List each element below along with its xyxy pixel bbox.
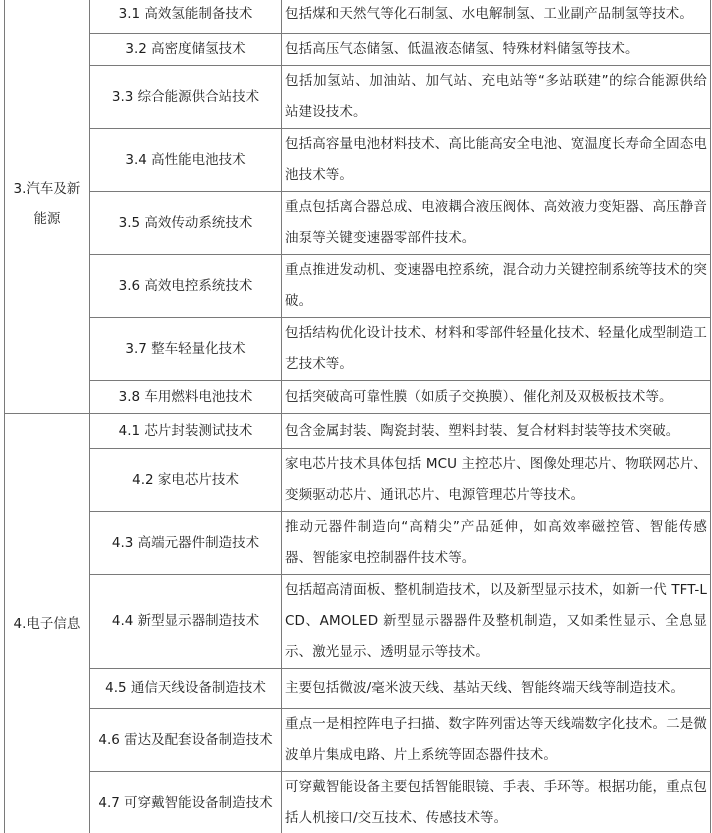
table-row <box>5 449 711 512</box>
table-row <box>5 381 711 414</box>
table-row <box>5 414 711 449</box>
description-cell: 主要包括微波/毫米波天线、基站天线、智能终端天线等制造技术。 <box>282 669 711 709</box>
subitem-cell: 3.7 整车轻量化技术 <box>90 318 282 381</box>
subitem-cell: 4.7 可穿戴智能设备制造技术 <box>90 772 282 833</box>
description-cell: 可穿戴智能设备主要包括智能眼镜、手表、手环等。根据功能，重点包括人机接口/交互技术、传感技术等。 <box>282 772 711 833</box>
table-row <box>5 255 711 318</box>
subitem-cell: 3.3 综合能源供合站技术 <box>90 66 282 129</box>
category-cell-electronics: 4.电子信息 <box>5 414 90 833</box>
table-row <box>5 129 711 192</box>
subitem-cell: 3.8 车用燃料电池技术 <box>90 381 282 414</box>
description-cell: 包括结构优化设计技术、材料和零部件轻量化技术、轻量化成型制造工艺技术等。 <box>282 318 711 381</box>
table-row <box>5 192 711 255</box>
subitem-cell: 4.3 高端元器件制造技术 <box>90 512 282 575</box>
table-row <box>5 669 711 709</box>
subitem-cell: 3.1 高效氢能制备技术 <box>90 0 282 34</box>
table-row <box>5 318 711 381</box>
description-cell: 包括超高清面板、整机制造技术，以及新型显示技术，如新一代 TFT-LCD、AMOLED 新型显示器器件及整机制造，又如柔性显示、全息显示、激光显示、透明显示等技术。 <box>282 575 711 669</box>
category-cell-automotive: 3.汽车及新能源 <box>5 0 90 414</box>
description-cell: 重点一是相控阵电子扫描、数字阵列雷达等天线端数字化技术。二是微波单片集成电路、片上系统等固态器件技术。 <box>282 709 711 772</box>
description-cell: 包含金属封装、陶瓷封装、塑料封装、复合材料封装等技术突破。 <box>282 414 711 449</box>
description-cell: 推动元器件制造向“高精尖”产品延伸，如高效率磁控管、智能传感器、智能家电控制器件技术等。 <box>282 512 711 575</box>
subitem-cell: 4.1 芯片封装测试技术 <box>90 414 282 449</box>
description-cell: 包括突破高可靠性膜（如质子交换膜）、催化剂及双极板技术等。 <box>282 381 711 414</box>
subitem-cell: 4.5 通信天线设备制造技术 <box>90 669 282 709</box>
description-cell: 包括加氢站、加油站、加气站、充电站等“多站联建”的综合能源供给站建设技术。 <box>282 66 711 129</box>
table-row <box>5 709 711 772</box>
subitem-cell: 4.6 雷达及配套设备制造技术 <box>90 709 282 772</box>
subitem-cell: 3.2 高密度储氢技术 <box>90 34 282 66</box>
subitem-cell: 4.2 家电芯片技术 <box>90 449 282 512</box>
subitem-cell: 3.5 高效传动系统技术 <box>90 192 282 255</box>
table-row <box>5 34 711 66</box>
table-row <box>5 772 711 833</box>
table-row <box>5 0 711 34</box>
table-row <box>5 512 711 575</box>
technology-table <box>4 0 711 833</box>
table-row <box>5 66 711 129</box>
description-cell: 包括煤和天然气等化石制氢、水电解制氢、工业副产品制氢等技术。 <box>282 0 711 34</box>
description-cell: 重点推进发动机、变速器电控系统，混合动力关键控制系统等技术的突破。 <box>282 255 711 318</box>
subitem-cell: 3.6 高效电控系统技术 <box>90 255 282 318</box>
description-cell: 包括高压气态储氢、低温液态储氢、特殊材料储氢等技术。 <box>282 34 711 66</box>
table-row <box>5 575 711 669</box>
description-cell: 重点包括离合器总成、电液耦合液压阀体、高效液力变矩器、高压静音油泵等关键变速器零部件技术。 <box>282 192 711 255</box>
description-cell: 包括高容量电池材料技术、高比能高安全电池、宽温度长寿命全固态电池技术等。 <box>282 129 711 192</box>
description-cell: 家电芯片技术具体包括 MCU 主控芯片、图像处理芯片、物联网芯片、变频驱动芯片、通讯芯片、电源管理芯片等技术。 <box>282 449 711 512</box>
subitem-cell: 4.4 新型显示器制造技术 <box>90 575 282 669</box>
table-body <box>5 0 711 833</box>
subitem-cell: 3.4 高性能电池技术 <box>90 129 282 192</box>
